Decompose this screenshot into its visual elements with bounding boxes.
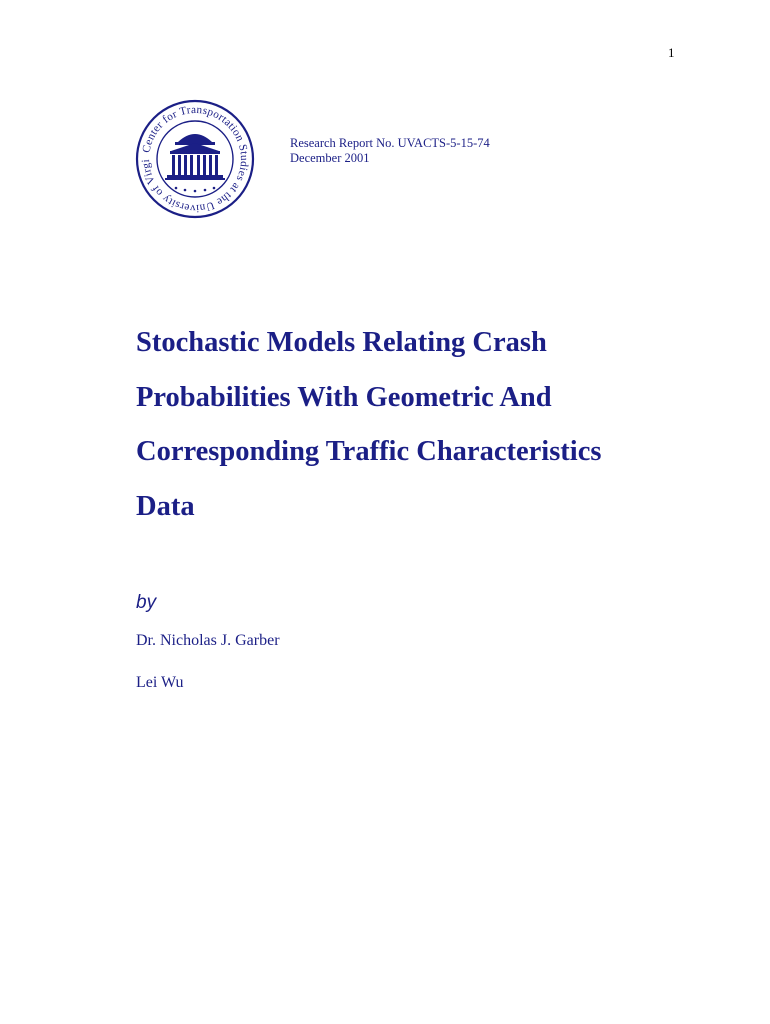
- author-name: Dr. Nicholas J. Garber: [136, 632, 280, 649]
- by-label: by: [136, 592, 157, 613]
- author-name: Lei Wu: [136, 674, 184, 691]
- university-seal: [134, 98, 256, 220]
- report-info: [290, 136, 490, 166]
- title-line: Probabilities With Geometric And: [136, 381, 552, 413]
- title-line: Corresponding Traffic Characteristics: [136, 436, 602, 467]
- report-number: Research Report No. UVACTS-5-15-74: [290, 136, 490, 150]
- title-line: Data: [136, 490, 195, 522]
- seal-text: Center for Transportation Studies at the University of Virgi: [139, 103, 251, 215]
- report-date: December 2001: [290, 151, 370, 165]
- document-title: [136, 316, 696, 534]
- rotunda-seal-icon: [134, 98, 256, 220]
- title-line: Stochastic Models Relating Crash: [136, 327, 547, 358]
- page-number: 1: [668, 45, 675, 60]
